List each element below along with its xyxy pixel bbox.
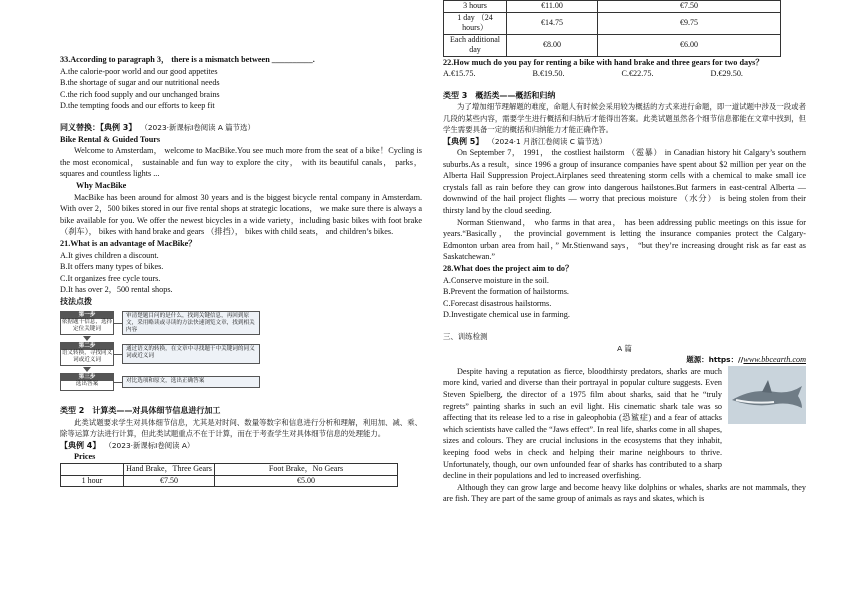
q33-option-c: C.the rich food supply and our unchanged brains — [60, 89, 220, 99]
question-28: 28.What does the project aim to do？ — [443, 264, 574, 274]
q33-option-d: D.the tempting foods and our efforts to keep fit — [60, 101, 215, 111]
table-cell: 3 hours — [444, 1, 507, 13]
flow-step-1-body: 依据题干信息，选择定位关键词 — [61, 319, 113, 333]
example-3-heading: 同义替换：【典例 3】 （2023·新课标Ⅰ卷阅读 A 篇节选） — [60, 122, 255, 132]
flow-step-2-text: 通过语义的转换，在文章中寻找题干中关键词的同义词或近义词 — [122, 344, 260, 364]
prices-label: Prices — [74, 452, 96, 462]
table-row — [444, 1, 781, 13]
q21-option-a: A.It gives children a discount. — [60, 250, 159, 260]
flow-connector — [114, 382, 122, 383]
flow-step-3-title: 第三步 — [61, 374, 113, 381]
table-cell: €11.00 — [507, 1, 598, 13]
table-cell: €7.50 — [124, 475, 215, 487]
table-header-cell: Hand Brake，Three Gears — [124, 464, 215, 476]
flow-step-1-text: 审清楚题目问的是什么，找到关键信息，再回到原文，采用略读或寻读的方法快速浏览文章，找到相关内容 — [122, 311, 260, 335]
table-row — [444, 12, 781, 34]
q21-option-c: C.It organizes free cycle tours. — [60, 273, 161, 283]
flow-step-3-body: 选出答案 — [75, 381, 99, 388]
skill-heading: 技法点拨 — [60, 296, 92, 306]
example-4-heading: 【典例 4】 （2023·新课标Ⅰ卷阅读 A） — [60, 440, 195, 450]
q33-option-b: B.the shortage of sugar and our nutritional needs — [60, 78, 220, 88]
passage-paragraph-hail-2: Norman Stienwand， who farms in that area， has been addressing public meetings on this issue for years.“Basically， the provincial government is letting the insurance companies protect the Calgary-Edmonton urban area from hail，” Mr.Stienwand says， “but they’re increasing drought risk as far east as Saskatchewan.” — [443, 217, 806, 262]
shark-image — [728, 366, 806, 424]
flow-step-2 — [60, 342, 114, 366]
flow-arrow-down — [83, 336, 91, 341]
table-row — [444, 34, 781, 56]
passage-title: Bike Rental & Guided Tours — [60, 134, 161, 144]
section-3-heading: 三、训练检测 — [443, 332, 488, 341]
q21-option-d: D.It has over 2，500 rental shops. — [60, 285, 173, 295]
flow-step-2-title: 第二步 — [61, 343, 113, 350]
flow-step-3-text: 对比选项和原文，选出正确答案 — [122, 376, 260, 388]
question-21: 21.What is an advantage of MacBike？ — [60, 238, 197, 248]
passage-subtitle: Why MacBike — [76, 180, 127, 190]
price-table-top — [60, 463, 398, 487]
table-cell: €5.00 — [215, 475, 398, 487]
flow-step-1-title: 第一步 — [61, 312, 113, 319]
flow-step-2-body: 语义转换，寻找同义词或近义词 — [61, 350, 113, 364]
q33-option-a: A.the calorie-poor world and our good appetites — [60, 66, 218, 76]
table-cell: €8.00 — [507, 34, 598, 56]
table-header-row — [61, 464, 398, 476]
flow-arrow-down — [83, 367, 91, 372]
q28-option-b: B.Prevent the formation of hailstorms. — [443, 287, 569, 297]
type-3-body: 为了增加细节理解题的难度，命题人有时候会采用较为概括的方式来进行命题，即一道试题中涉及一段或者几段的某些内容，需要学生进行概括和归纳后才能得出答案。此类试题虽然各个细节信息都能在文章中找到，但学生需要具备一定的概括和归纳能力才能正确作答。 — [443, 102, 806, 135]
table-cell: €7.50 — [598, 1, 781, 13]
passage-paragraph-2: MacBike has been around for almost 30 years and is the biggest bicycle rental company in Amsterdam. With over 2，500 bikes stored in our five rental shops at strategic locations， we make sure there is always a bike available for you. We offer the newest bicycles in a wide variety，including basic bikes with foot brake （刹车）， bikes with hand brake and gears （排挡）， bikes with child seats， and children’s bikes. — [60, 192, 422, 237]
flow-step-1 — [60, 311, 114, 335]
q28-option-d: D.Investigate chemical use in farming. — [443, 310, 570, 320]
table-cell: €9.75 — [598, 12, 781, 34]
q21-option-b: B.It offers many types of bikes. — [60, 262, 164, 272]
q22-option-c: C.€22.75. — [621, 69, 654, 79]
q22-option-b: B.€19.50. — [532, 69, 565, 79]
q22-option-d: D.€29.50. — [710, 69, 743, 79]
table-cell: €14.75 — [507, 12, 598, 34]
table-cell: Each additional day — [444, 34, 507, 56]
part-a-label: A 篇 — [617, 343, 632, 353]
passage-paragraph-hail-1: On September 7， 1991， the costliest hailstorm （雹暴） in Canadian history hit Calgary’s southern suburbs.As a result，since 1996 a group of insurance companies have spent about $2 million per year on the Alberta Hail Suppression Project.Airplanes seed threatening storm cells with a chemical to make small ice crystals fall as rain before they can grow into dangerous hailstones.But farmers in east-central Alberta — downwind of the hail project flights — worry that precious moisture （水分） is being stolen from their thirsty land by the cloud seeding. — [443, 148, 806, 216]
q22-option-a: A.€15.75. — [443, 69, 476, 79]
table-cell: 1 day （24 hours） — [444, 12, 507, 34]
right-column — [443, 0, 806, 505]
method-flowchart — [60, 311, 260, 391]
passage-paragraph-shark-2: Although they can grow large and become heavy like dolphins or whales, sharks are not mammals, they are fish. They are part of the same group of animals as rays and skates, which is — [443, 482, 806, 504]
passage-paragraph-1: Welcome to Amsterdam， welcome to MacBike.You see much more from the seat of a bike！Cycling is the most economical， sustainable and fun way to explore the city， with its beautiful canals， parks， squares and countless lights ... — [60, 146, 422, 179]
passage-paragraph-shark-1: Despite having a reputation as fierce, bloodthirsty predators, sharks are much more kind, varied and diverse than their portrayal in popular culture suggests. Even Steven Spielberg, the director of a 1975 film about sharks, said that he “truly regrets” painting sharks in such an evil light. His cinematic shark tale was so affecting that its release led to a rise in galeophobia (恐鲨症) and a fear of attacks which scientists have called the “Jaws effect”. In real life, sharks come in all shapes, sizes and colours. They are crucial inclusions in the ecosystems that they inhabit, keeping food webs in check and helping their marine neighbours to thrive. Unfortunately, though, our own unfounded fear of sharks has contributed to a sharp decline in their populations and led to increased overfishing. — [443, 366, 722, 481]
left-column — [60, 0, 422, 487]
table-cell: €6.00 — [598, 34, 781, 56]
flow-step-3 — [60, 373, 114, 391]
type-2-heading: 类型 2 计算类——对具体细节信息进行加工 — [60, 406, 221, 416]
table-header-cell — [61, 464, 124, 476]
table-header-cell: Foot Brake，No Gears — [215, 464, 398, 476]
source-line: 题源：https：//www.bbcearth.com — [686, 355, 806, 365]
flow-connector — [114, 354, 122, 355]
question-33: 33.According to paragraph 3， there is a mismatch between __________. — [60, 55, 315, 64]
q22-options — [443, 68, 743, 80]
price-table-bottom — [443, 0, 781, 57]
question-22: 22.How much do you pay for renting a bike with hand brake and three gears for two days？ — [443, 57, 764, 67]
type-3-heading: 类型 3 概括类——概括和归纳 — [443, 90, 556, 100]
example-5-heading: 【典例 5】 （2024·1 月浙江卷阅读 C 篇节选） — [443, 136, 607, 146]
q28-option-a: A.Conserve moisture in the soil. — [443, 275, 549, 285]
table-cell: 1 hour — [61, 475, 124, 487]
table-row — [61, 475, 398, 487]
flow-connector — [114, 323, 122, 324]
q28-option-c: C.Forecast disastrous hailstorms. — [443, 298, 552, 308]
shark-passage — [443, 366, 806, 482]
type-2-body: 此类试题要求学生对具体细节信息，尤其是对时间、数量等数字和信息进行分析和理解，利用加、减、乘、除等运算方法进行计算，但此类试题重点不在于计算，而在于考查学生对具体细节信息的处理能力。 — [60, 418, 422, 439]
